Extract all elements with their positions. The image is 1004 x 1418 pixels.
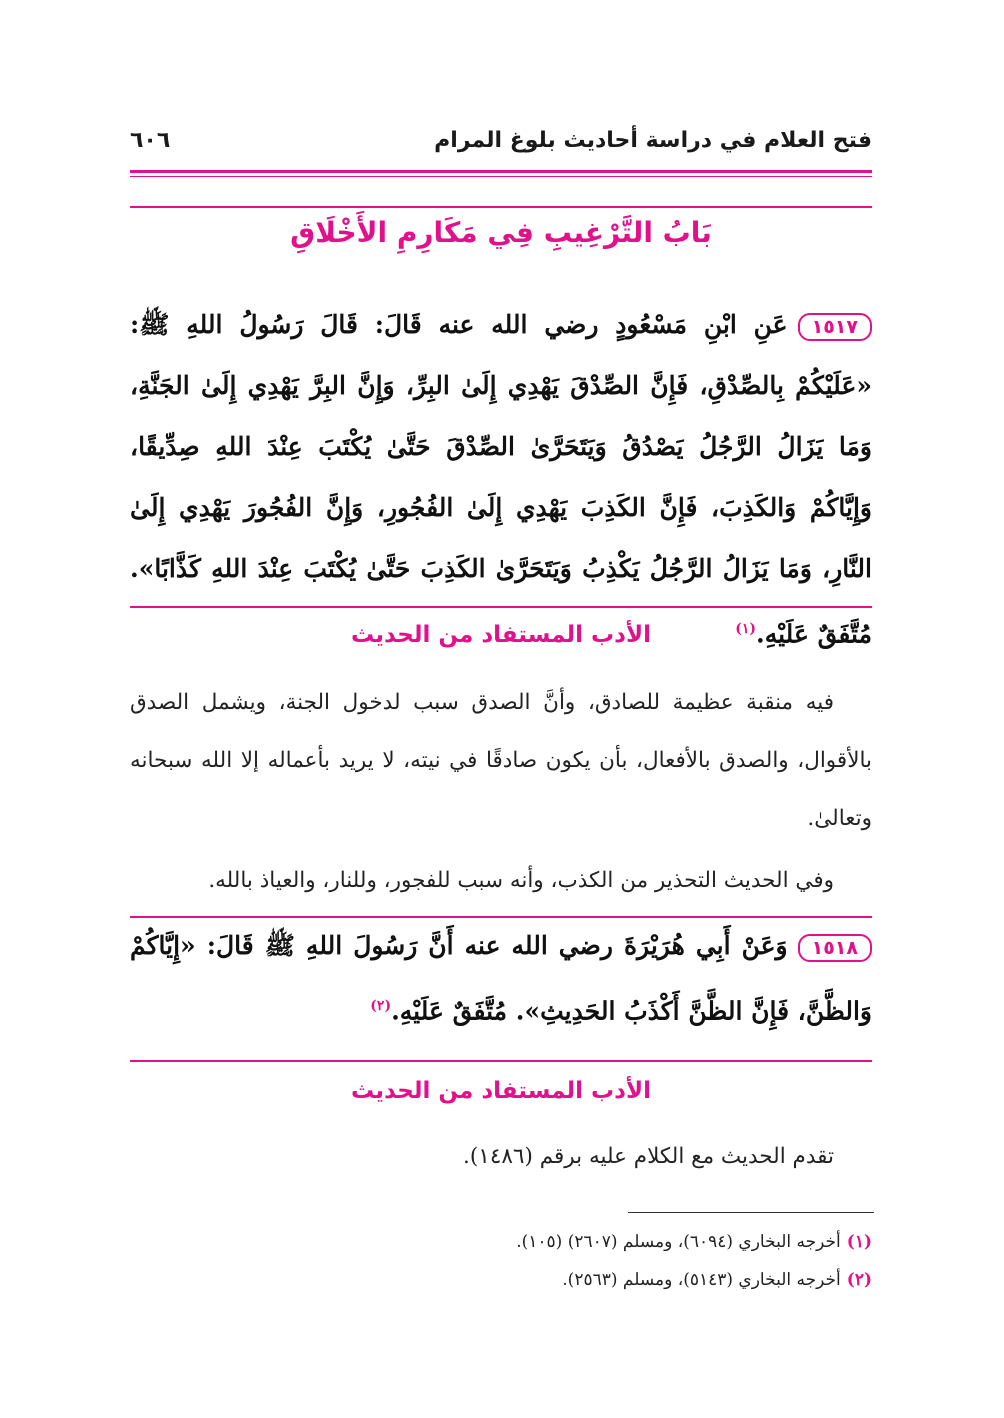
section-top-rule <box>130 606 872 608</box>
book-title: فتح العلام في دراسة أحاديث بلوغ المرام <box>434 128 872 153</box>
hadith-number: ١٥١٧ <box>798 313 872 341</box>
section-top-rule <box>130 1060 872 1062</box>
hadith-number: ١٥١٨ <box>798 934 872 962</box>
section-title: الأدب المستفاد من الحديث <box>351 1078 651 1104</box>
footnote-label: (١) <box>846 1232 872 1252</box>
hadith-1518 <box>130 915 872 1041</box>
benefit-paragraph-2: وفي الحديث التحذير من الكذب، وأنه سبب للفجور، وللنار، والعياذ بالله. <box>208 868 834 893</box>
hadith-text: عَنِ ابْنِ مَسْعُودٍ رضي الله عنه قَالَ: قَالَ رَسُولُ اللهِ ﷺ: «عَلَيْكُمْ بِالصِّدْقِ، فَإِنَّ الصِّدْقَ يَهْدِي إِلَىٰ البِرِّ، وَإِنَّ البِرَّ يَهْدِي إِلَىٰ الجَنَّةِ، وَمَا يَزَالُ الرَّجُلُ يَصْدُقُ وَيَتَحَرَّىٰ الصِّدْقَ حَتَّىٰ يُكْتَبَ عِنْدَ اللهِ صِدِّيقًا، وَإِيَّاكُمْ وَالكَذِبَ، فَإِنَّ الكَذِبَ يَهْدِي إِلَىٰ الفُجُورِ، وَإِنَّ الفُجُورَ يَهْدِي إِلَىٰ النَّارِ، وَمَا يَزَالُ الرَّجُلُ يَكْذِبُ وَيَتَحَرَّىٰ الكَذِبَ حَتَّىٰ يُكْتَبَ عِنْدَ اللهِ كَذَّابًا». مُتَّفَقٌ عَلَيْهِ. <box>130 310 872 649</box>
footnote-2 <box>130 1266 872 1294</box>
page-number: ٦٠٦ <box>130 128 171 153</box>
footnote-ref: (١) <box>735 621 757 637</box>
footnote-rule <box>628 1212 874 1213</box>
chapter-title: بَابُ التَّرْغِيبِ فِي مَكَارِمِ الأَخْلَاقِ <box>290 216 712 249</box>
header-rule-thin <box>130 176 872 177</box>
benefit-paragraph-1: فيه منقبة عظيمة للصادق، وأنَّ الصدق سبب لدخول الجنة، ويشمل الصدق بالأقوال، والصدق بالأفعال، بأن يكون صادقًا في نيته، لا يريد بأعماله إلا الله سبحانه وتعالىٰ. <box>130 690 872 831</box>
hadith-1517 <box>130 294 872 664</box>
hadith-text: وَعَنْ أَبِي هُرَيْرَةَ رضي الله عنه أَنَّ رَسُولَ اللهِ ﷺ قَالَ: «إِيَّاكُمْ وَالظَّنَّ، فَإِنَّ الظَّنَّ أَكْذَبُ الحَدِيثِ». مُتَّفَقٌ عَلَيْهِ. <box>130 931 872 1026</box>
footnote-text: أخرجه البخاري (٥١٤٣)، ومسلم (٢٥٦٣). <box>562 1270 841 1290</box>
chapter-top-rule <box>130 206 872 208</box>
footnote-ref: (٢) <box>370 998 392 1014</box>
footnote-text: أخرجه البخاري (٦٠٩٤)، ومسلم (٢٦٠٧) (١٠٥). <box>516 1232 841 1252</box>
footnote-label: (٢) <box>846 1270 872 1290</box>
header-rule-thick <box>130 170 872 173</box>
section-title: الأدب المستفاد من الحديث <box>351 622 651 648</box>
running-header <box>130 128 872 168</box>
benefit-paragraph: تقدم الحديث مع الكلام عليه برقم (١٤٨٦). <box>463 1144 834 1169</box>
footnote-1 <box>130 1228 872 1256</box>
